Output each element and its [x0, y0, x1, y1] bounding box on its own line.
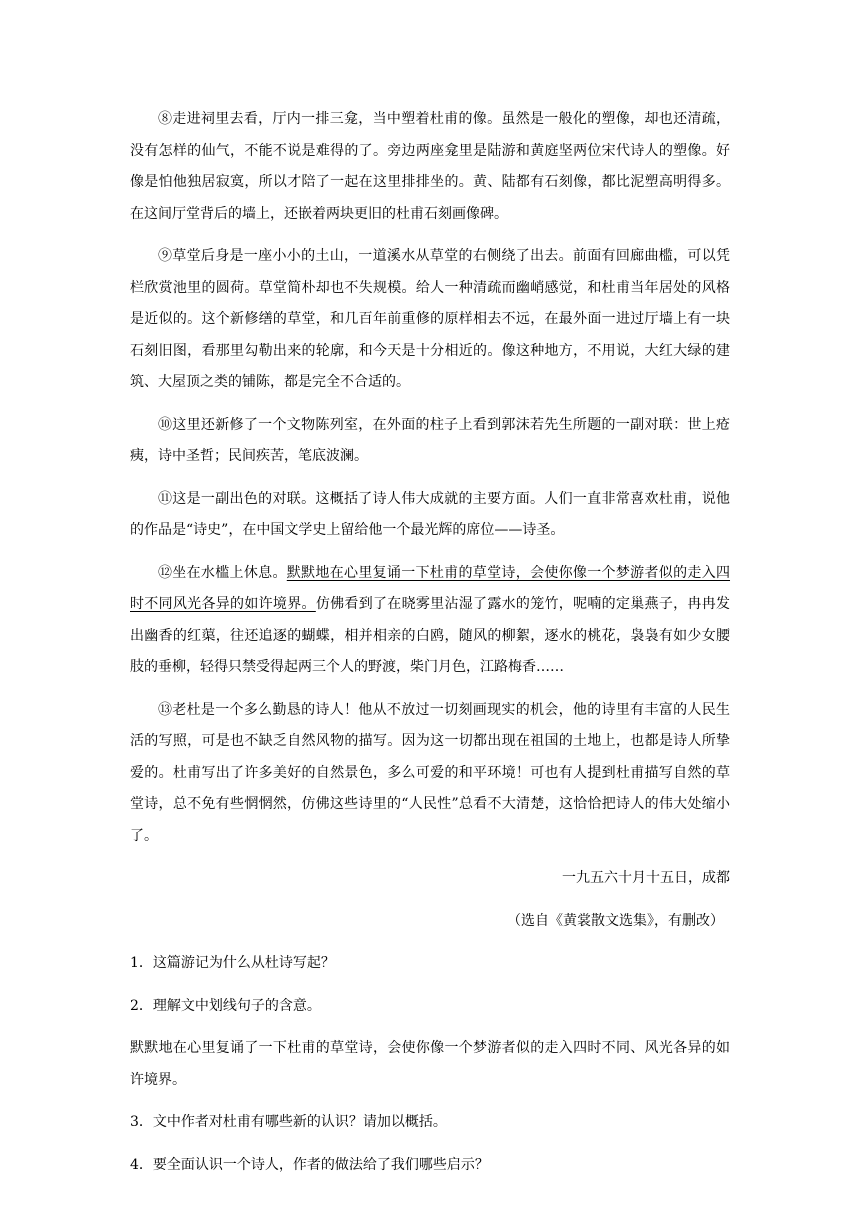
paragraph-9: ⑨草堂后身是一座小小的土山，一道溪水从草堂的右侧绕了出去。前面有回廊曲槛，可以凭栏欣赏池里的圆荷。草堂简朴却也不失规模。给人一种清疏而幽峭感觉，和杜甫当年居处的风格是近似的。这个新修缮的草堂，和几百年前重修的原样相去不远，在最外面一进过厅墙上有一块石刻旧图，看那里勾勒出来的轮廓，和今天是十分相近的。像这种地方，不用说，大红大绿的建筑、大屋顶之类的铺陈，都是完全不合适的。	[130, 248, 730, 390]
paragraph-13: ⑬老杜是一个多么勤恳的诗人！他从不放过一切刻画现实的机会，他的诗里有丰富的人民生活的写照，可是也不缺乏自然风物的描写。因为这一切都出现在祖国的土地上，也都是诗人所挚爱的。杜甫写出了许多美好的自然景色，多么可爱的和平环境！可也有人提到杜甫描写自然的草堂诗，总不免有些惘惘然，仿佛这些诗里的“人民性”总看不大清楚，这恰恰把诗人的伟大处缩小了。	[130, 701, 730, 844]
question-1: 1．这篇游记为什么从杜诗写起？	[130, 955, 335, 971]
source-note: （选自《黄裳散文选集》，有删改）	[507, 912, 724, 929]
paragraph-8: ⑧走进祠里去看，厅内一排三龛，当中塑着杜甫的像。虽然是一般化的塑像，却也还清疏，没有怎样的仙气，不能不说是难得的了。旁边两座龛里是陆游和黄庭坚两位宋代诗人的塑像。好像是怕他独居寂寞，所以才陪了一起在这里排排坐的。黄、陆都有石刻像，都比泥塑高明得多。在这间厅堂背后的墙上，还嵌着两块更旧的杜甫石刻画像碑。	[130, 111, 730, 222]
question-2-quoted-sentence: 默默地在心里复诵了一下杜甫的草堂诗，会使你像一个梦游者似的走入四时不同、风光各异的如许境界。	[130, 1040, 730, 1088]
document-page	[130, 104, 730, 1192]
paragraph-12-underlined-sentence: 默默地在心里复诵一下杜甫的草堂诗，会使你像一个梦游者似的走入四时不同风光各异的如许境界。	[130, 564, 731, 612]
paragraph-10: ⑩这里还新修了一个文物陈列室，在外面的柱子上看到郭沫若先生所题的一副对联：世上疮痍，诗中圣哲；民间疾苦，笔底波澜。	[130, 416, 730, 464]
paragraph-12-lead: ⑫坐在水槛上休息。	[158, 564, 287, 581]
question-3: 3．文中作者对杜甫有哪些新的认识？请加以概括。	[130, 1114, 447, 1130]
question-2: 2．理解文中划线句子的含意。	[130, 997, 321, 1014]
question-4: 4．要全面认识一个诗人，作者的做法给了我们哪些启示？	[130, 1156, 489, 1173]
paragraph-12-rest: 仿佛看到了在晓雾里沾湿了露水的笼竹，呢喃的定巢燕子，冉冉发出幽香的红蕖，往还追逐的蝴蝶，相并相亲的白鸥，随风的柳絮，逐水的桃花，袅袅有如少女腰肢的垂柳，轻得只禁受得起两三个人的野渡，柴门月色，江路梅香……	[130, 596, 731, 675]
dateline: 一九五六十月十五日，成都	[562, 870, 730, 886]
paragraph-11: ⑪这是一副出色的对联。这概括了诗人伟大成就的主要方面。人们一直非常喜欢杜甫，说他的作品是“诗史”，在中国文学史上留给他一个最光辉的席位——诗圣。	[130, 490, 730, 538]
paragraph-12	[130, 558, 730, 684]
